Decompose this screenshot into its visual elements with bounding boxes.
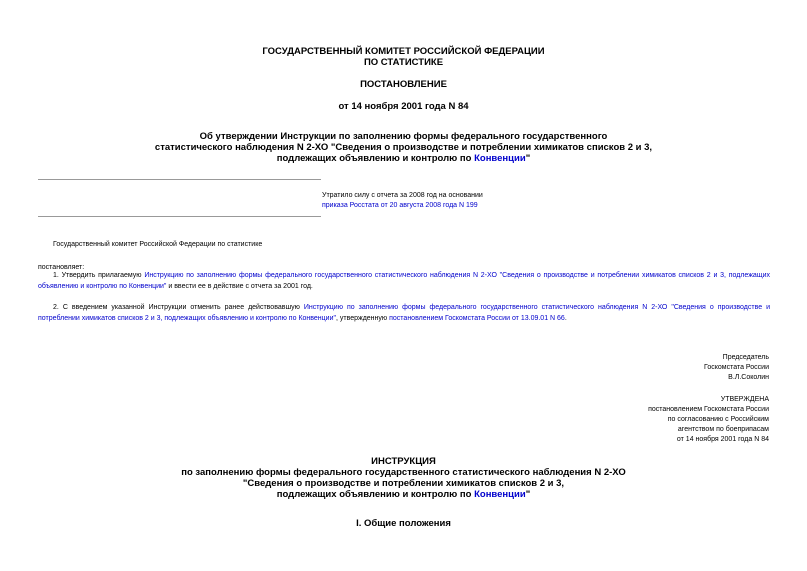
instruction-link-2[interactable]: Инструкцию по заполнению формы федерального государственного статистического наблюдения N 2-ХО "Сведения о производстве и потреблении химикатов списков 2 и 3, подлежащих объявлению и контролю по Конвенции" bbox=[38, 304, 771, 322]
item-1-prefix: 1. Утвердить прилагаемую bbox=[53, 272, 145, 279]
divider-bottom bbox=[38, 216, 321, 217]
rosstat-order-link[interactable]: приказа Росстата от 20 августа 2008 года N 199 bbox=[322, 202, 478, 209]
org-name-line2: ПО СТАТИСТИКЕ bbox=[363, 57, 444, 68]
section-heading: I. Общие положения bbox=[356, 518, 451, 529]
instruction-convention-link[interactable]: Конвенции bbox=[474, 489, 526, 500]
approval-block bbox=[648, 395, 769, 445]
item-2 bbox=[38, 302, 770, 324]
title-line3-suffix: " bbox=[525, 153, 531, 164]
instruction-line1: по заполнению формы федерального государственного статистического наблюдения N 2-ХО bbox=[181, 467, 626, 478]
approval-line5: от 14 ноября 2001 года N 84 bbox=[676, 436, 769, 443]
item-2-middle: , утвержденную bbox=[336, 315, 390, 322]
signature-block bbox=[704, 353, 769, 383]
approval-line3: по согласованию с Российским bbox=[667, 416, 769, 423]
org-name-line1: ГОСУДАРСТВЕННЫЙ КОМИТЕТ РОССИЙСКОЙ ФЕДЕРАЦИИ bbox=[262, 46, 545, 57]
approval-line4: агентством по боеприпасам bbox=[677, 426, 769, 433]
goskomstat-resolution-link[interactable]: постановлением Госкомстата России от 13.09.01 N 66 bbox=[389, 315, 565, 322]
resolves-text: постановляет: bbox=[38, 264, 85, 271]
instruction-line3 bbox=[0, 489, 807, 500]
item-2-suffix: . bbox=[564, 315, 567, 322]
instruction-link-1[interactable]: Инструкцию по заполнению формы федерального государственного статистического наблюдения N 2-ХО "Сведения о производстве и потреблении химикатов списков 2 и 3, подлежащих объявлению и контролю по Конвенции" bbox=[38, 272, 770, 290]
doc-type: ПОСТАНОВЛЕНИЕ bbox=[360, 79, 447, 90]
status-note-line1: Утратило силу с отчета за 2008 год на основании bbox=[322, 192, 483, 199]
instruction-line3-suffix: " bbox=[525, 489, 531, 500]
convention-link[interactable]: Конвенции bbox=[474, 153, 526, 164]
title-line3-text: подлежащих объявлению и контролю по bbox=[276, 153, 475, 164]
title-line2: статистического наблюдения N 2-ХО "Сведения о производстве и потреблении химикатов списков 2 и 3, bbox=[154, 142, 653, 153]
instruction-line3-text: подлежащих объявлению и контролю по bbox=[276, 489, 475, 500]
approval-line2: постановлением Госкомстата России bbox=[648, 406, 769, 413]
divider-top bbox=[38, 179, 321, 180]
signature-name: В.Л.Соколин bbox=[728, 374, 769, 381]
signature-title: Председатель bbox=[722, 354, 769, 361]
approval-heading: УТВЕРЖДЕНА bbox=[720, 396, 769, 403]
title-line1: Об утверждении Инструкции по заполнению формы федерального государственного bbox=[199, 131, 608, 142]
item-1 bbox=[38, 270, 770, 292]
doc-date-number: от 14 ноября 2001 года N 84 bbox=[338, 101, 469, 112]
signature-org: Госкомстата России bbox=[704, 364, 769, 371]
instruction-title: ИНСТРУКЦИЯ bbox=[371, 456, 436, 467]
issuer-text: Государственный комитет Российской Федерации по статистике bbox=[53, 241, 263, 248]
item-2-prefix: 2. С введением указанной Инструкции отменить ранее действовавшую bbox=[53, 304, 304, 311]
instruction-line2: "Сведения о производстве и потреблении химикатов списков 2 и 3, bbox=[242, 478, 565, 489]
title-line3 bbox=[0, 153, 807, 164]
item-1-suffix: и ввести ее в действие с отчета за 2001 год. bbox=[166, 283, 313, 290]
